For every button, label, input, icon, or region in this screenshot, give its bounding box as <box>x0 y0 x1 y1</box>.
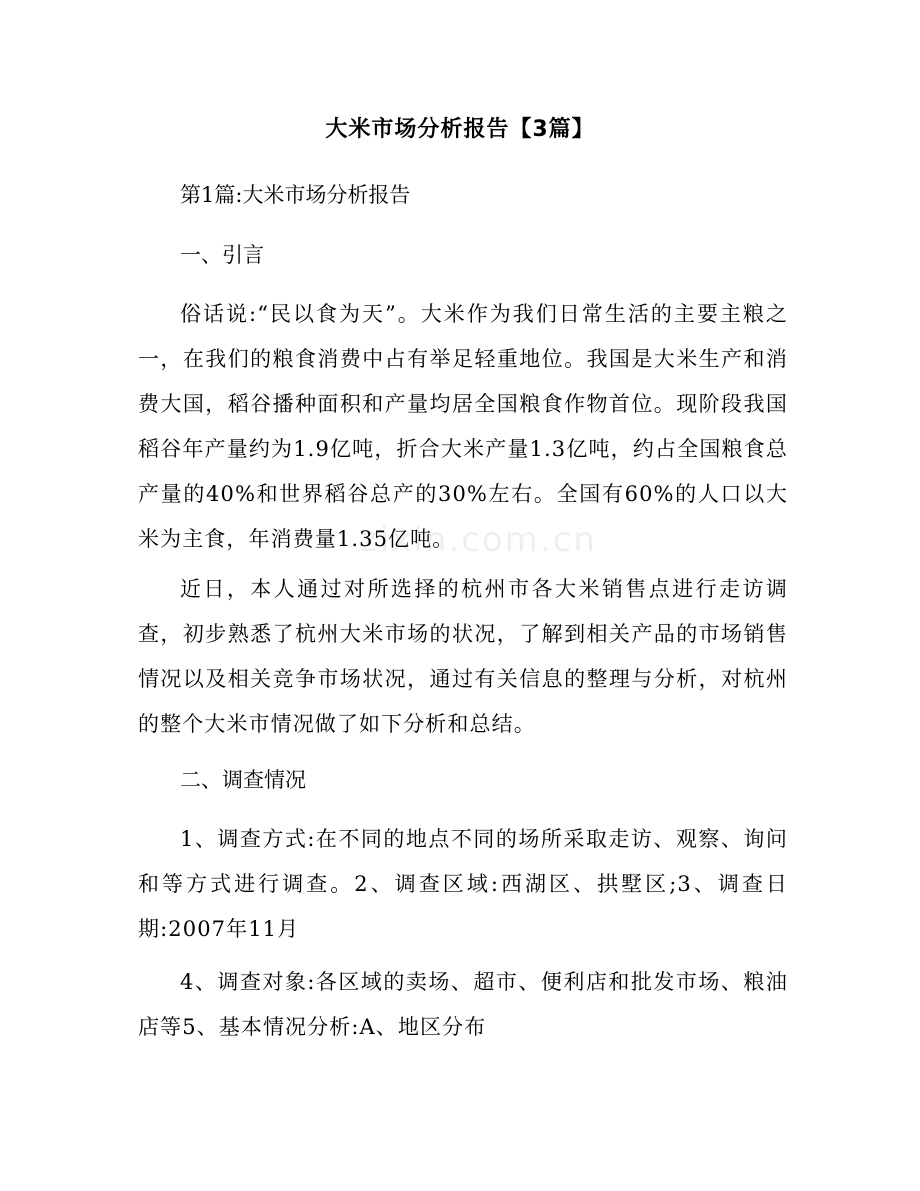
paragraph-intro-2: 近日，本人通过对所选择的杭州市各大米销售点进行走访调查，初步熟悉了杭州大米市场的状况，了解到相关产品的市场销售情况以及相关竞争市场状况，通过有关信息的整理与分析，对杭州的整个大米市情况做了如下分析和总结。 <box>138 577 788 736</box>
paragraph-survey-1: 1、调查方式:在不同的地点不同的场所采取走访、观察、询问和等方式进行调查。2、调查区域:西湖区、拱墅区;3、调查日期:2007年11月 <box>138 827 788 941</box>
section-heading-survey: 二、调查情况 <box>180 768 306 792</box>
document-title: 大米市场分析报告【3篇】 <box>325 117 595 142</box>
section-heading-intro: 一、引言 <box>180 243 264 267</box>
watermark: zixin.com.cn <box>360 520 597 560</box>
paragraph-survey-2: 4、调查对象:各区域的卖场、超市、便利店和批发市场、粮油店等5、基本情况分析:A、地区分布 <box>138 970 788 1039</box>
chapter-heading: 第1篇:大米市场分析报告 <box>180 183 411 207</box>
paragraph-intro-1: 俗话说:“民以食为天”。大米作为我们日常生活的主要主粮之一，在我们的粮食消费中占有举足轻重地位。我国是大米生产和消费大国，稻谷播种面积和产量均居全国粮食作物首位。现阶段我国稻谷年产量约为1.9亿吨，折合大米产量1.3亿吨，约占全国粮食总产量的40%和世界稻谷总产的30%左右。全国有60%的人口以大米为主食，年消费量1.35亿吨。 <box>138 302 788 551</box>
